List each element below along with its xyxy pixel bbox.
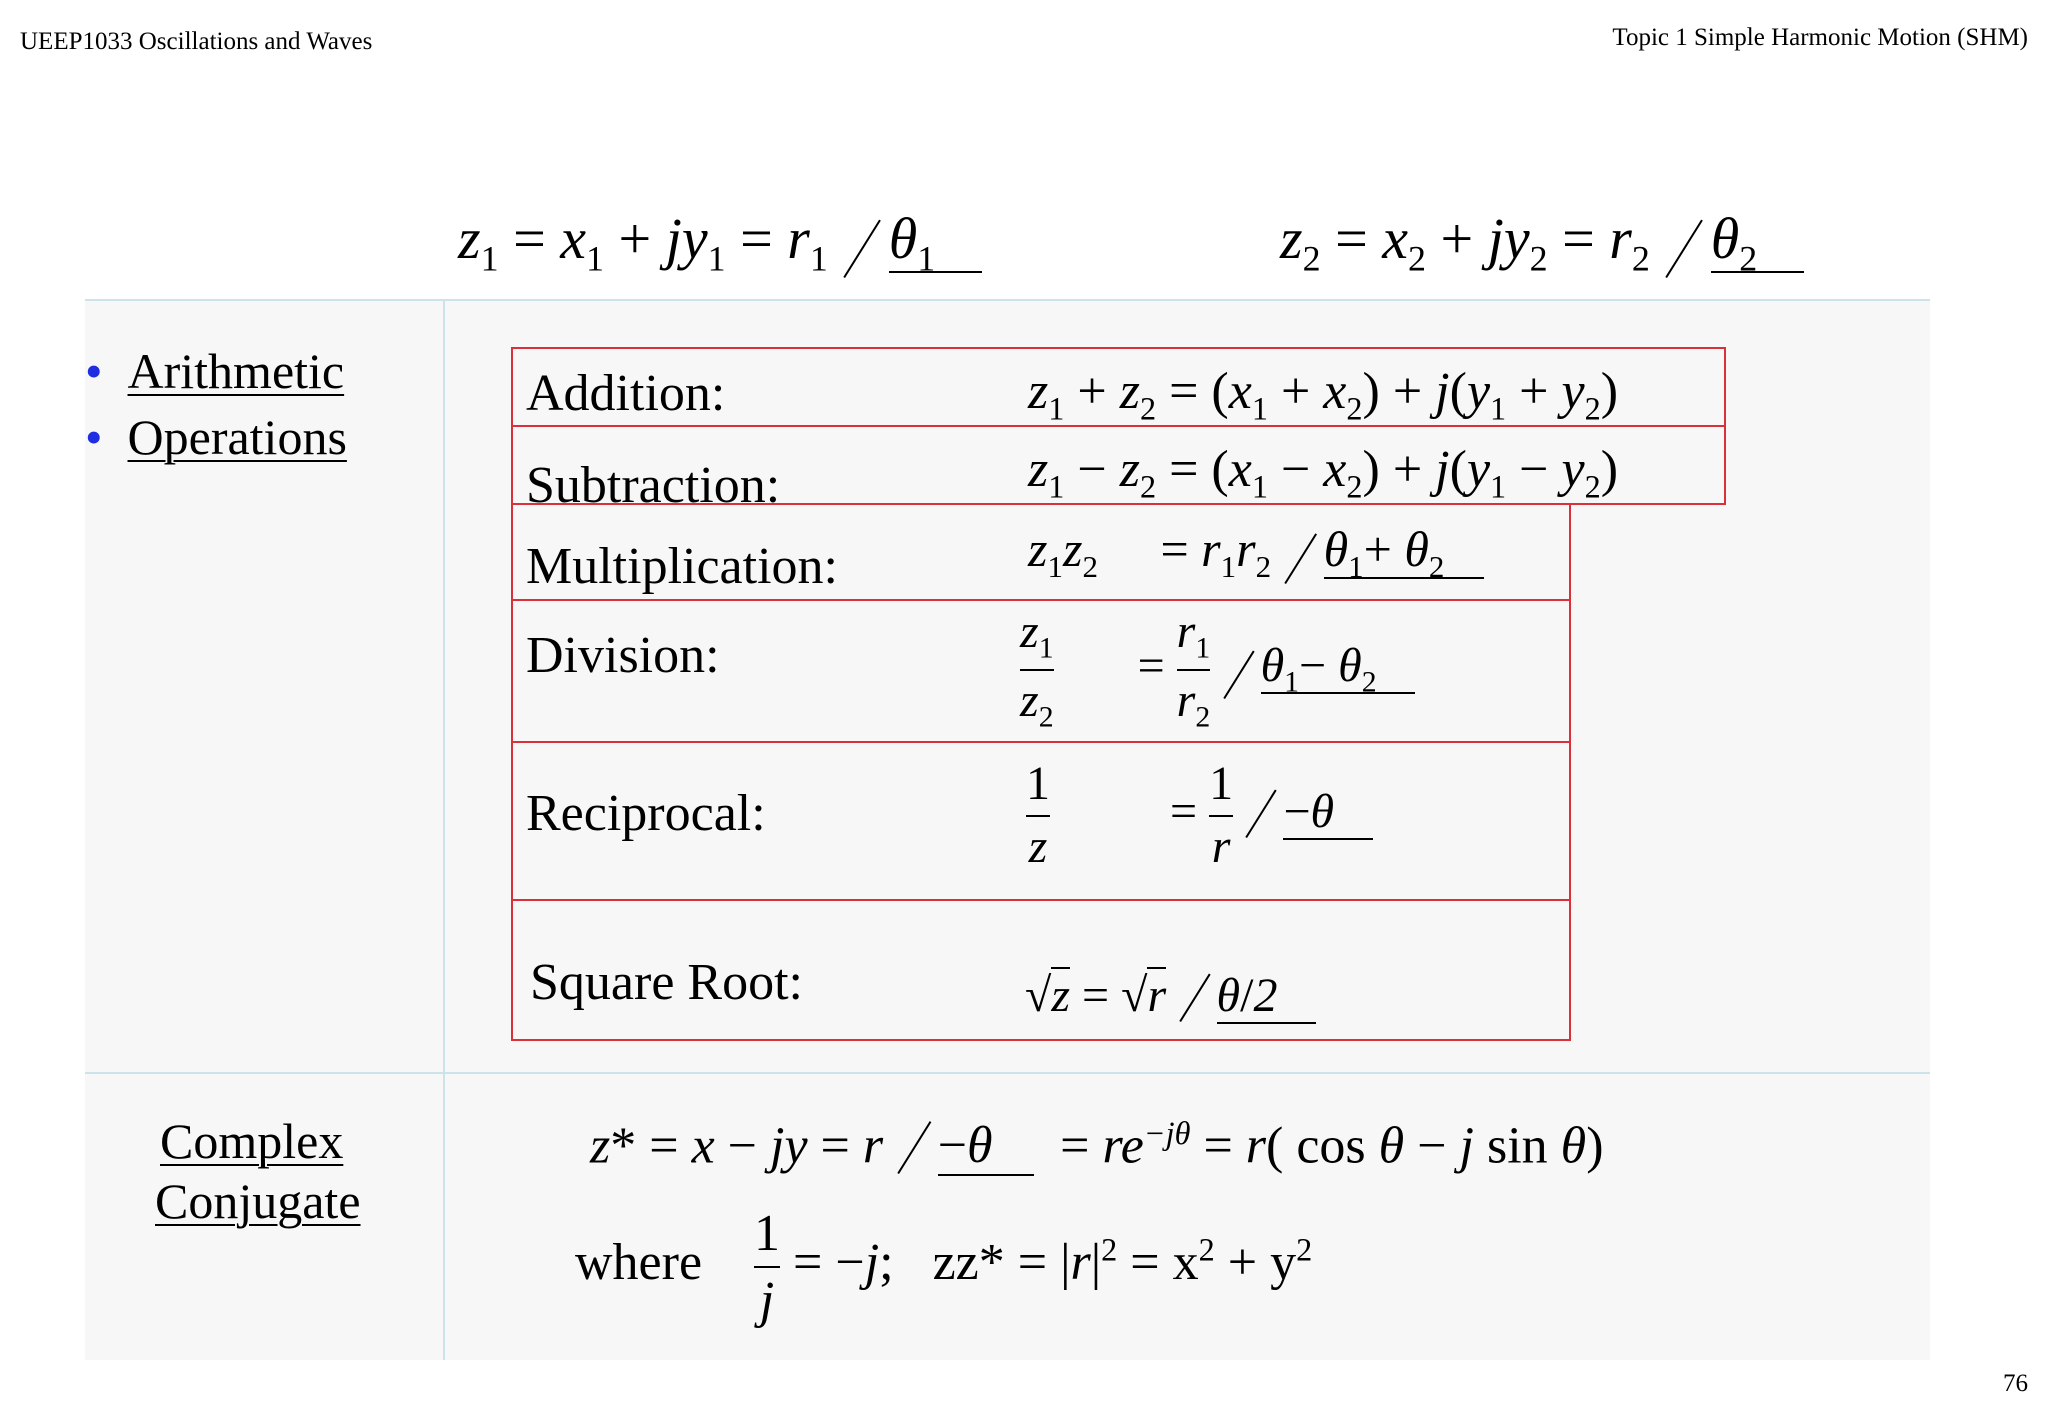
- table-top-rule: [85, 299, 1930, 301]
- subtraction-formula: $z_1 - z_2 = (x_1 - x_2) + j(y_1 - y_2)$: [1028, 441, 1619, 505]
- conjugate-formula-line1: z* = x − jy = $r -\theta = re^{-j\theta} = r$( cos θ − j sin θ): [590, 1115, 1604, 1175]
- square-root-formula: √z = √r θ/2: [1025, 968, 1316, 1023]
- table-column-rule: [443, 300, 445, 1360]
- z1-definition: $z_1 = x_1 + jy_1 = r_1$ $\theta_1$: [458, 205, 982, 280]
- addition-label: Addition:: [526, 365, 726, 422]
- conjugate-title-line2: Conjugate: [155, 1173, 361, 1229]
- table-middle-rule: [85, 1072, 1930, 1074]
- division-label: Division:: [526, 627, 720, 684]
- division-formula: $\frac{z_1}{z_2}$ = $\frac{r_1}{r_2}$ $\theta_1- \theta_2$: [1020, 606, 1415, 735]
- conjugate-title-line1: Complex: [160, 1113, 344, 1169]
- topic-title: Topic 1 Simple Harmonic Motion (SHM): [1612, 24, 2028, 51]
- addition-formula: $z_1 + z_2 = (x_1 + x_2) + j(y_1 + y_2)$: [1028, 363, 1619, 427]
- list-item-arithmetic: • Arithmetic: [85, 343, 345, 399]
- reciprocal-formula: $\frac{1}{z}$ = $\frac{1}{r}$ −θ: [1026, 758, 1373, 874]
- z2-definition: $z_2 = x_2 + jy_2 = r_2$ $\theta_2$: [1280, 205, 1804, 280]
- square-root-label: Square Root:: [530, 954, 803, 1011]
- subtraction-label: Subtraction:: [526, 457, 781, 514]
- list-item-operations: • Operations: [85, 409, 347, 465]
- course-title: UEEP1033 Oscillations and Waves: [20, 28, 373, 55]
- page-number: 76: [2003, 1370, 2028, 1397]
- multiplication-formula: $z_1z_2$ = $r_1r_2$ $\theta_1+ \theta_2$: [1028, 520, 1484, 585]
- conjugate-formula-line2: where $\frac{1}{j}$ = −j; $zz* = |r|^2 = x^2 + y^2$: [575, 1205, 1313, 1330]
- reciprocal-label: Reciprocal:: [526, 785, 766, 842]
- multiplication-label: Multiplication:: [526, 538, 838, 595]
